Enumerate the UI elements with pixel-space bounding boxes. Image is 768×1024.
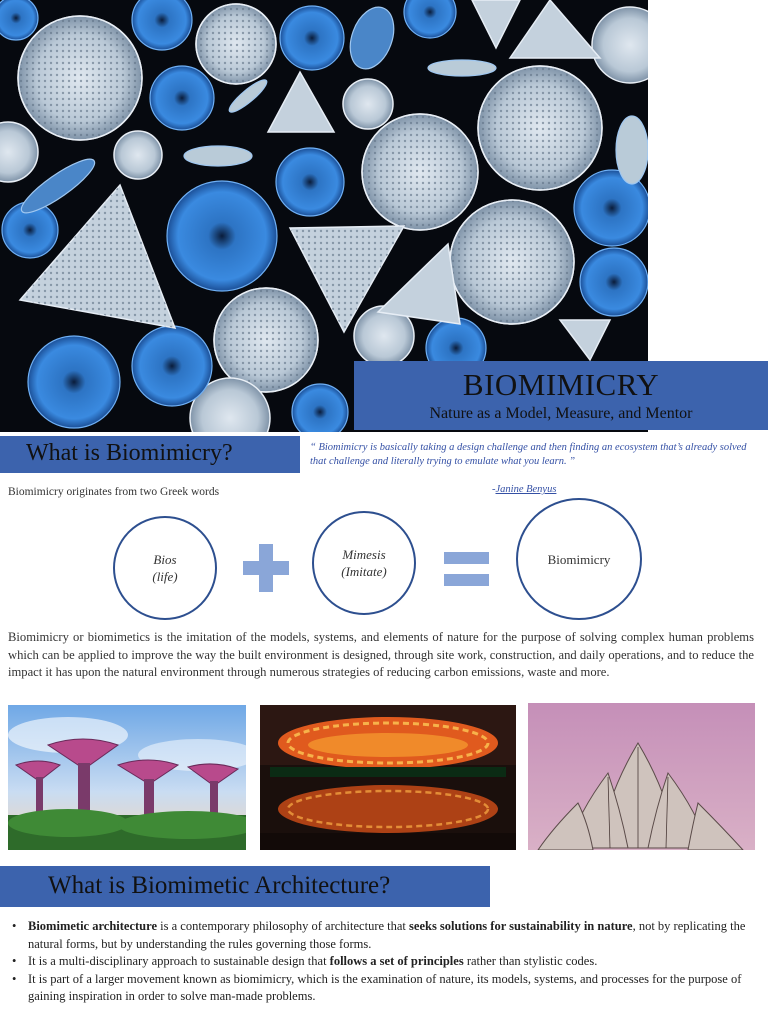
list-item	[10, 953, 758, 971]
heading-what-is-biomimicry: What is Biomimicry?	[0, 436, 300, 473]
quote-author-prefix: -	[492, 484, 496, 495]
origin-text: Biomimicry originates from two Greek words	[8, 486, 220, 498]
biomimicry-circle	[516, 498, 642, 620]
page-title: BIOMIMICRY	[462, 367, 660, 402]
mimesis-word: Mimesis	[342, 547, 386, 562]
biomimicry-definition: Biomimicry or biomimetics is the imitation of the models, systems, and elements of nature for the purpose of solving complex human problems which can be applied to improve the way the built environment is designed, through site work, construction, and daily operations, and to reduce the impact it has upon the natural environment through numerous strategies of reducing carbon emissions, waste and more.	[8, 630, 754, 679]
architecture-bullet-list	[10, 918, 758, 1006]
bullet2-text1: It is a multi-disciplinary approach to sustainable design that	[28, 954, 330, 968]
title-banner	[354, 361, 768, 430]
bios-word: Bios	[153, 552, 177, 567]
birds-nest-stadium-photo	[260, 705, 516, 850]
quote-author-link[interactable]: Janine Benyus	[495, 484, 557, 495]
mimesis-circle	[312, 511, 416, 615]
bullet1-bold1: Biomimetic architecture	[28, 919, 158, 933]
plus-icon	[243, 544, 289, 592]
equals-icon	[444, 552, 489, 586]
quote-author	[492, 484, 556, 495]
bios-meaning: (life)	[152, 569, 178, 584]
mimesis-meaning: (Imitate)	[341, 564, 387, 579]
page-subtitle: Nature as a Model, Measure, and Mentor	[429, 405, 693, 422]
bullet2-bold1: follows a set of principles	[329, 954, 464, 968]
biomimicry-word: Biomimicry	[547, 551, 611, 567]
supertree-grove-photo	[8, 705, 246, 850]
bullet1-text1: is a contemporary philosophy of architecture that	[157, 919, 410, 933]
bullet1-text2: , not by replicating the natural forms, but by understanding the rules governing those forms.	[28, 919, 746, 951]
lotus-temple-photo	[528, 703, 755, 850]
bullet3-text1: It is part of a larger movement known as biomimicry, which is the examination of nature, its models, systems, and processes for the purpose of gaining inspiration in order to solve man-made problems.	[28, 971, 742, 1003]
benyus-quote: “ Biomimicry is basically taking a design challenge and then finding an ecosystem that’s already solved that challenge and literally trying to emulate what you learn. ”	[310, 442, 747, 467]
bullet1-bold2: seeks solutions for sustainability in nature	[409, 919, 633, 933]
list-item	[10, 918, 758, 953]
list-item	[10, 971, 758, 1006]
bullet2-text2: rather than stylistic codes.	[463, 954, 598, 968]
bios-circle	[113, 516, 217, 620]
heading-what-is-biomimetic-architecture: What is Biomimetic Architecture?	[0, 866, 490, 907]
